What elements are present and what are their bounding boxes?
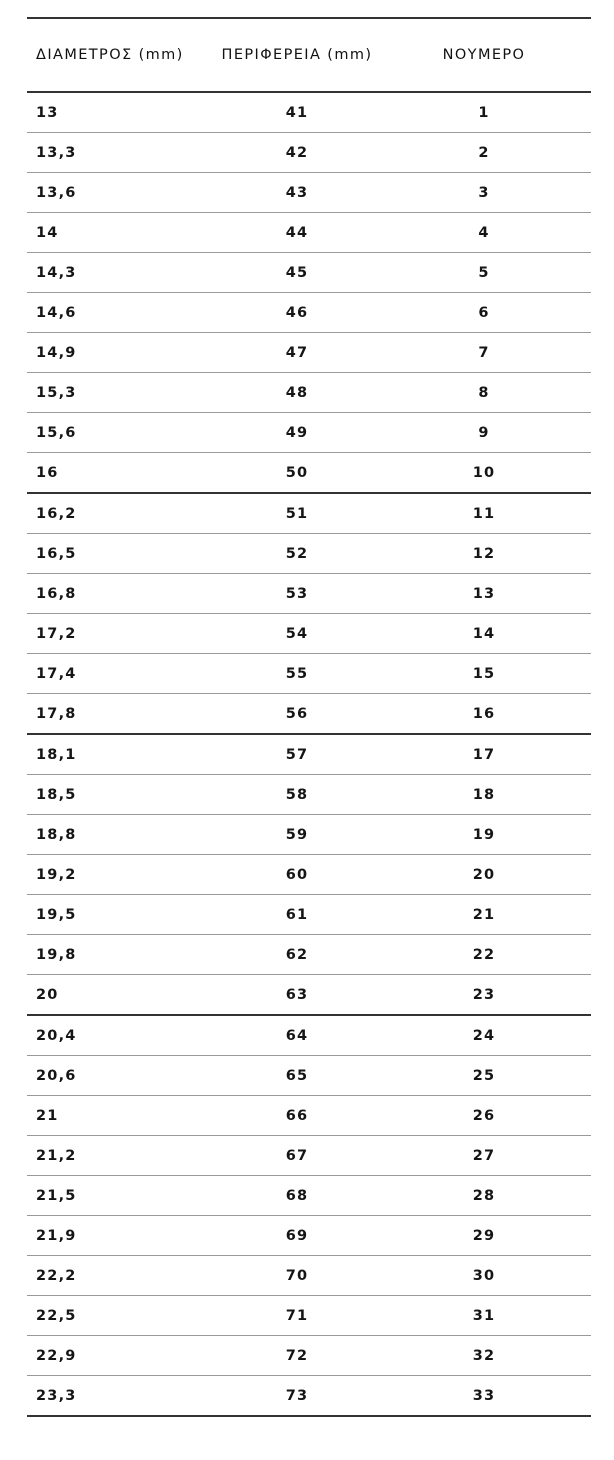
diameter-cell: 22,5 <box>36 1307 77 1324</box>
diameter-cell: 14,3 <box>36 264 77 281</box>
diameter-cell: 16,2 <box>36 505 77 522</box>
table-row <box>27 173 591 213</box>
diameter-cell: 18,1 <box>36 746 77 763</box>
size-cell: 7 <box>478 344 490 361</box>
diameter-cell: 21,5 <box>36 1187 77 1204</box>
circumference-cell: 69 <box>285 1227 309 1244</box>
table-row <box>27 92 591 133</box>
circumference-cell: 61 <box>285 906 309 923</box>
table-row <box>27 1256 591 1296</box>
table-body <box>27 92 591 1416</box>
table-row <box>27 775 591 815</box>
circumference-cell: 48 <box>285 384 309 401</box>
circumference-cell: 51 <box>285 505 309 522</box>
table-row <box>27 1376 591 1417</box>
diameter-cell: 15,6 <box>36 424 77 441</box>
size-cell: 23 <box>472 986 496 1003</box>
diameter-cell: 13,3 <box>36 144 77 161</box>
table-row <box>27 133 591 173</box>
diameter-cell: 16 <box>36 464 59 481</box>
table-row <box>27 1096 591 1136</box>
circumference-cell: 62 <box>285 946 309 963</box>
circumference-cell: 57 <box>285 746 309 763</box>
circumference-cell: 73 <box>285 1387 309 1404</box>
diameter-cell: 18,8 <box>36 826 77 843</box>
diameter-cell: 20,6 <box>36 1067 77 1084</box>
circumference-cell: 72 <box>285 1347 309 1364</box>
table-row <box>27 614 591 654</box>
circumference-cell: 63 <box>285 986 309 1003</box>
diameter-cell: 17,8 <box>36 705 77 722</box>
circumference-cell: 68 <box>285 1187 309 1204</box>
table-row <box>27 1136 591 1176</box>
size-cell: 9 <box>478 424 490 441</box>
header-circumference: ΠΕΡΙΦΕΡΕΙΑ (mm) <box>221 47 373 63</box>
size-cell: 25 <box>472 1067 496 1084</box>
size-cell: 29 <box>472 1227 496 1244</box>
header-row <box>27 18 591 92</box>
size-cell: 24 <box>472 1027 496 1044</box>
size-cell: 21 <box>472 906 496 923</box>
table-row <box>27 975 591 1016</box>
circumference-cell: 43 <box>285 184 309 201</box>
size-cell: 5 <box>478 264 490 281</box>
table-row <box>27 694 591 735</box>
circumference-cell: 66 <box>285 1107 309 1124</box>
diameter-cell: 14,9 <box>36 344 77 361</box>
table-row <box>27 855 591 895</box>
diameter-cell: 20 <box>36 986 59 1003</box>
size-cell: 30 <box>472 1267 496 1284</box>
diameter-cell: 19,2 <box>36 866 77 883</box>
circumference-cell: 45 <box>285 264 309 281</box>
diameter-cell: 17,4 <box>36 665 77 682</box>
size-cell: 3 <box>478 184 490 201</box>
diameter-cell: 13 <box>36 104 59 121</box>
table-row <box>27 1336 591 1376</box>
diameter-cell: 22,9 <box>36 1347 77 1364</box>
size-cell: 17 <box>472 746 496 763</box>
diameter-cell: 23,3 <box>36 1387 77 1404</box>
size-cell: 32 <box>472 1347 496 1364</box>
diameter-cell: 17,2 <box>36 625 77 642</box>
circumference-cell: 42 <box>285 144 309 161</box>
circumference-cell: 47 <box>285 344 309 361</box>
table-row <box>27 333 591 373</box>
size-cell: 1 <box>478 104 490 121</box>
table-row <box>27 293 591 333</box>
size-cell: 15 <box>472 665 496 682</box>
table-row <box>27 534 591 574</box>
table-row <box>27 1176 591 1216</box>
diameter-cell: 13,6 <box>36 184 77 201</box>
circumference-cell: 59 <box>285 826 309 843</box>
circumference-cell: 60 <box>285 866 309 883</box>
circumference-cell: 65 <box>285 1067 309 1084</box>
diameter-cell: 22,2 <box>36 1267 77 1284</box>
table-row <box>27 213 591 253</box>
circumference-cell: 50 <box>285 464 309 481</box>
circumference-cell: 52 <box>285 545 309 562</box>
size-cell: 14 <box>472 625 496 642</box>
diameter-cell: 16,5 <box>36 545 77 562</box>
circumference-cell: 54 <box>285 625 309 642</box>
circumference-cell: 70 <box>285 1267 309 1284</box>
diameter-cell: 21,2 <box>36 1147 77 1164</box>
table-row <box>27 734 591 775</box>
circumference-cell: 46 <box>285 304 309 321</box>
table-row <box>27 373 591 413</box>
circumference-cell: 44 <box>285 224 309 241</box>
size-cell: 6 <box>478 304 490 321</box>
table-row <box>27 1216 591 1256</box>
table-row <box>27 895 591 935</box>
table-row <box>27 1015 591 1056</box>
circumference-cell: 56 <box>285 705 309 722</box>
diameter-cell: 14 <box>36 224 59 241</box>
size-cell: 12 <box>472 545 496 562</box>
size-cell: 33 <box>472 1387 496 1404</box>
diameter-cell: 19,8 <box>36 946 77 963</box>
size-cell: 27 <box>472 1147 496 1164</box>
size-cell: 19 <box>472 826 496 843</box>
diameter-cell: 15,3 <box>36 384 77 401</box>
ring-size-table <box>27 17 591 1417</box>
size-cell: 10 <box>472 464 496 481</box>
circumference-cell: 55 <box>285 665 309 682</box>
circumference-cell: 41 <box>285 104 309 121</box>
table-row <box>27 413 591 453</box>
size-cell: 31 <box>472 1307 496 1324</box>
size-cell: 16 <box>472 705 496 722</box>
circumference-cell: 67 <box>285 1147 309 1164</box>
size-cell: 28 <box>472 1187 496 1204</box>
table-row <box>27 935 591 975</box>
size-cell: 26 <box>472 1107 496 1124</box>
size-cell: 11 <box>472 505 496 522</box>
table-row <box>27 1296 591 1336</box>
circumference-cell: 64 <box>285 1027 309 1044</box>
circumference-cell: 58 <box>285 786 309 803</box>
size-cell: 22 <box>472 946 496 963</box>
table-row <box>27 493 591 534</box>
diameter-cell: 18,5 <box>36 786 77 803</box>
table-row <box>27 453 591 494</box>
table-row <box>27 654 591 694</box>
circumference-cell: 71 <box>285 1307 309 1324</box>
size-cell: 2 <box>478 144 490 161</box>
diameter-cell: 21,9 <box>36 1227 77 1244</box>
size-cell: 18 <box>472 786 496 803</box>
size-cell: 8 <box>478 384 490 401</box>
diameter-cell: 20,4 <box>36 1027 77 1044</box>
size-cell: 20 <box>472 866 496 883</box>
circumference-cell: 49 <box>285 424 309 441</box>
diameter-cell: 19,5 <box>36 906 77 923</box>
diameter-cell: 16,8 <box>36 585 77 602</box>
diameter-cell: 14,6 <box>36 304 77 321</box>
size-cell: 4 <box>478 224 490 241</box>
header-diameter: ΔΙΑΜΕΤΡΟΣ (mm) <box>36 47 184 63</box>
header-size: ΝΟΥΜΕΡΟ <box>442 47 526 63</box>
table-header <box>27 18 591 92</box>
table-row <box>27 1056 591 1096</box>
circumference-cell: 53 <box>285 585 309 602</box>
table-row <box>27 815 591 855</box>
table-row <box>27 574 591 614</box>
table-row <box>27 253 591 293</box>
diameter-cell: 21 <box>36 1107 59 1124</box>
size-cell: 13 <box>472 585 496 602</box>
